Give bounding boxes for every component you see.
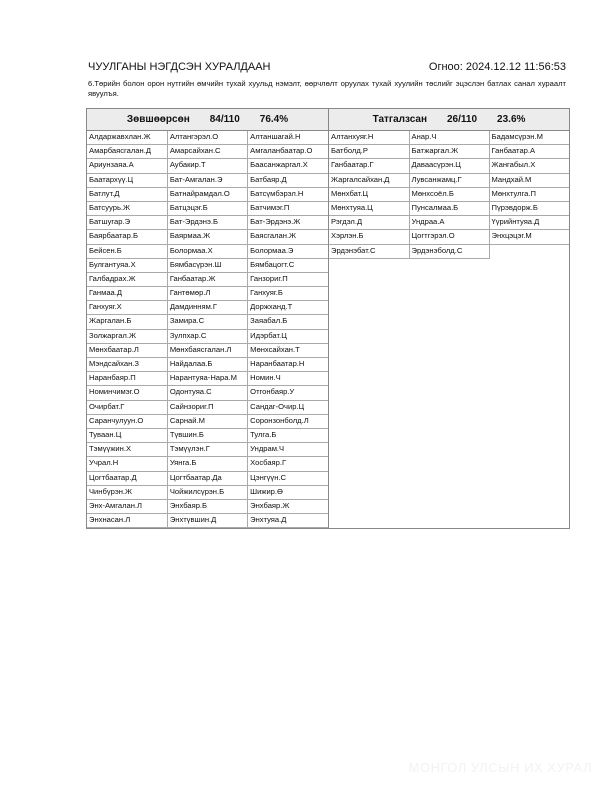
- member-name: Үүрийнтуяа.Д: [489, 216, 569, 230]
- member-name: [489, 244, 569, 258]
- member-name: Тэмүүжин.Х: [87, 443, 167, 457]
- member-name: Батчимэг.П: [248, 201, 328, 215]
- yes-voter-row: [87, 145, 328, 159]
- member-name: Мэндсайхан.З: [87, 358, 167, 372]
- no-voter-row: [329, 201, 569, 215]
- yes-voter-row: [87, 499, 328, 513]
- member-name: Тулга.Б: [248, 428, 328, 442]
- yes-voter-row: [87, 258, 328, 272]
- member-name: Мөнхтуяа.Ц: [329, 201, 409, 215]
- yes-voter-row: [87, 187, 328, 201]
- member-name: Мөнхбат.Ц: [329, 187, 409, 201]
- member-name: Алтаншагай.Н: [248, 131, 328, 145]
- member-name: Хосбаяр.Г: [248, 457, 328, 471]
- yes-voter-row: [87, 131, 328, 145]
- member-name: Номинчимэг.О: [87, 386, 167, 400]
- member-name: Ганмаа.Д: [87, 287, 167, 301]
- member-name: Амарбаясгалан.Д: [87, 145, 167, 159]
- member-name: Ганбаатар.А: [489, 145, 569, 159]
- member-name: Ганхуяг.Х: [87, 301, 167, 315]
- member-name: Наранбаатар.Н: [248, 358, 328, 372]
- member-name: Батшугар.Э: [87, 216, 167, 230]
- member-name: Цогтбаатар.Да: [167, 471, 247, 485]
- member-name: Болормаа.Э: [248, 244, 328, 258]
- member-name: Ундрам.Ч: [248, 443, 328, 457]
- yes-label: Зөвшөөрсөн: [126, 114, 190, 125]
- yes-header: [87, 109, 329, 131]
- member-name: Баасанжаргал.Х: [248, 159, 328, 173]
- member-name: Шижир.Ө: [248, 485, 328, 499]
- member-name: Мөнхсайхан.Т: [248, 343, 328, 357]
- member-name: Сайнзориг.П: [167, 400, 247, 414]
- member-name: Баярбаатар.Б: [87, 230, 167, 244]
- member-name: Ганзориг.П: [248, 272, 328, 286]
- member-name: Батсүмбэрэл.Н: [248, 187, 328, 201]
- member-name: Эрдэнэболд.С: [409, 244, 489, 258]
- member-name: Алтанхуяг.Н: [329, 131, 409, 145]
- member-name: Цогтбаатар.Д: [87, 471, 167, 485]
- member-name: Батлут.Д: [87, 187, 167, 201]
- member-name: Мөнхбаатар.Л: [87, 343, 167, 357]
- yes-voter-row: [87, 301, 328, 315]
- no-voter-row: [329, 173, 569, 187]
- member-name: Энхбаяр.Ж: [248, 499, 328, 513]
- member-name: Галбадрах.Ж: [87, 272, 167, 286]
- member-name: Болормаа.Х: [167, 244, 247, 258]
- member-name: Мандхай.М: [489, 173, 569, 187]
- member-name: Энхтүвшин.Д: [167, 514, 247, 528]
- no-count: 26/110: [447, 114, 478, 125]
- member-name: Дамдинням.Г: [167, 301, 247, 315]
- yes-voter-row: [87, 514, 328, 528]
- yes-voter-row: [87, 159, 328, 173]
- member-name: Бямбасүрэн.Ш: [167, 258, 247, 272]
- yes-voter-row: [87, 443, 328, 457]
- member-name: Бямбацогт.С: [248, 258, 328, 272]
- no-header: [329, 109, 570, 131]
- member-name: Батжаргал.Ж: [409, 145, 489, 159]
- member-name: Гантөмөр.Л: [167, 287, 247, 301]
- member-name: Энхцэцэг.М: [489, 230, 569, 244]
- member-name: Булгантуяа.Х: [87, 258, 167, 272]
- no-voter-row: [329, 145, 569, 159]
- member-name: Мөнхтулга.П: [489, 187, 569, 201]
- member-name: Ганбаатар.Г: [329, 159, 409, 173]
- member-name: Золжаргал.Ж: [87, 329, 167, 343]
- member-name: Чинбүрэн.Ж: [87, 485, 167, 499]
- member-name: Наранбаяр.П: [87, 372, 167, 386]
- no-voter-row: [329, 244, 569, 258]
- member-name: Энхнасан.Л: [87, 514, 167, 528]
- member-name: Зулпхар.С: [167, 329, 247, 343]
- page-header: [88, 61, 566, 75]
- member-name: Энх-Амгалан.Л: [87, 499, 167, 513]
- member-name: Цогтгэрэл.О: [409, 230, 489, 244]
- member-name: Бадамсүрэн.М: [489, 131, 569, 145]
- member-name: Туваан.Ц: [87, 428, 167, 442]
- yes-percent: 76.4%: [259, 114, 289, 125]
- member-name: Баярмаа.Ж: [167, 230, 247, 244]
- no-voter-row: [329, 216, 569, 230]
- yes-voter-row: [87, 216, 328, 230]
- yes-voters-list: [87, 131, 329, 529]
- yes-voter-row: [87, 272, 328, 286]
- no-voters-list: [329, 131, 570, 529]
- no-voter-row: [329, 131, 569, 145]
- member-name: Бат-Эрдэнэ.Ж: [248, 216, 328, 230]
- member-name: Очирбат.Г: [87, 400, 167, 414]
- yes-voter-row: [87, 457, 328, 471]
- yes-voter-row: [87, 343, 328, 357]
- yes-voter-row: [87, 485, 328, 499]
- member-name: Замира.С: [167, 315, 247, 329]
- agenda-text: 6.Төрийн болон орон нутгийн өмчийн тухай хуульд нэмэлт, өөрчлөлт оруулах тухай хуулийн төслийг эцэслэн батлах санал хураалт явуулъя.: [88, 79, 566, 98]
- member-name: Эрдэнэбат.С: [329, 244, 409, 258]
- member-name: Жаргалсайхан.Д: [329, 173, 409, 187]
- yes-voter-row: [87, 230, 328, 244]
- member-name: Даваасүрэн.Ц: [409, 159, 489, 173]
- yes-voter-row: [87, 244, 328, 258]
- member-name: Баатархүү.Ц: [87, 173, 167, 187]
- no-names-grid: [329, 131, 569, 259]
- member-name: Батцэцэг.Б: [167, 201, 247, 215]
- member-name: Алдаржавхлан.Ж: [87, 131, 167, 145]
- member-name: Ганбаатар.Ж: [167, 272, 247, 286]
- member-name: Найдалаа.Б: [167, 358, 247, 372]
- member-name: Хэрлэн.Б: [329, 230, 409, 244]
- member-name: Одонтуяа.С: [167, 386, 247, 400]
- member-name: Учрал.Н: [87, 457, 167, 471]
- member-name: Батбаяр.Д: [248, 173, 328, 187]
- member-name: Алтангэрэл.О: [167, 131, 247, 145]
- member-name: Саранчулуун.О: [87, 414, 167, 428]
- member-name: Амарсайхан.С: [167, 145, 247, 159]
- yes-voter-row: [87, 173, 328, 187]
- yes-voter-row: [87, 428, 328, 442]
- member-name: Лувсанжамц.Г: [409, 173, 489, 187]
- member-name: Доржханд.Т: [248, 301, 328, 315]
- session-title: ЧУУЛГАНЫ НЭГДСЭН ХУРАЛДААН: [88, 61, 271, 73]
- member-name: Идэрбат.Ц: [248, 329, 328, 343]
- member-name: Батсуурь.Ж: [87, 201, 167, 215]
- yes-voter-row: [87, 471, 328, 485]
- member-name: Энхбаяр.Б: [167, 499, 247, 513]
- member-name: Нарантуяа-Нара.М: [167, 372, 247, 386]
- member-name: Анар.Ч: [409, 131, 489, 145]
- yes-voter-row: [87, 201, 328, 215]
- member-name: Түвшин.Б: [167, 428, 247, 442]
- member-name: Заяабал.Б: [248, 315, 328, 329]
- yes-voter-row: [87, 358, 328, 372]
- yes-count: 84/110: [209, 114, 240, 125]
- no-voter-row: [329, 230, 569, 244]
- vote-results-table: [86, 108, 570, 529]
- yes-voter-row: [87, 386, 328, 400]
- member-name: Бат-Амгалан.Э: [167, 173, 247, 187]
- member-name: Ганхуяг.Б: [248, 287, 328, 301]
- member-name: Мөнхсоёл.Б: [409, 187, 489, 201]
- no-voter-row: [329, 159, 569, 173]
- member-name: Мөнхбаясгалан.Л: [167, 343, 247, 357]
- member-name: Сарнай.М: [167, 414, 247, 428]
- member-name: Аубакир.Т: [167, 159, 247, 173]
- no-label: Татгалзсан: [372, 114, 427, 125]
- yes-voter-row: [87, 287, 328, 301]
- member-name: Батнайрамдал.О: [167, 187, 247, 201]
- member-name: Бат-Эрдэнэ.Б: [167, 216, 247, 230]
- member-name: Бейсен.Б: [87, 244, 167, 258]
- member-name: Жаргалан.Б: [87, 315, 167, 329]
- yes-voter-row: [87, 414, 328, 428]
- member-name: Тэмүүлэн.Г: [167, 443, 247, 457]
- member-name: Ариунзаяа.А: [87, 159, 167, 173]
- member-name: Амгаланбаатар.О: [248, 145, 328, 159]
- member-name: Пүрэвдорж.Б: [489, 201, 569, 215]
- yes-voter-row: [87, 372, 328, 386]
- member-name: Ундраа.А: [409, 216, 489, 230]
- member-name: Пунсалмаа.Б: [409, 201, 489, 215]
- yes-voter-row: [87, 315, 328, 329]
- member-name: Уянга.Б: [167, 457, 247, 471]
- member-name: Сандаг-Очир.Ц: [248, 400, 328, 414]
- member-name: Соронзонболд.Л: [248, 414, 328, 428]
- vote-date: Огноо: 2024.12.12 11:56:53: [428, 61, 566, 73]
- member-name: Отгонбаяр.У: [248, 386, 328, 400]
- watermark: МОНГОЛ УЛСЫН ИХ ХУРАЛ: [408, 760, 592, 775]
- yes-voter-row: [87, 329, 328, 343]
- no-voter-row: [329, 187, 569, 201]
- member-name: Энхтуяа.Д: [248, 514, 328, 528]
- member-name: Номин.Ч: [248, 372, 328, 386]
- member-name: Баясгалан.Ж: [248, 230, 328, 244]
- member-name: Рэгдэл.Д: [329, 216, 409, 230]
- member-name: Цэнгүүн.С: [248, 471, 328, 485]
- no-percent: 23.6%: [497, 114, 526, 125]
- member-name: Батболд.Р: [329, 145, 409, 159]
- member-name: Жангабыл.Х: [489, 159, 569, 173]
- yes-names-grid: [87, 131, 328, 528]
- yes-voter-row: [87, 400, 328, 414]
- member-name: Чойжилсүрэн.Б: [167, 485, 247, 499]
